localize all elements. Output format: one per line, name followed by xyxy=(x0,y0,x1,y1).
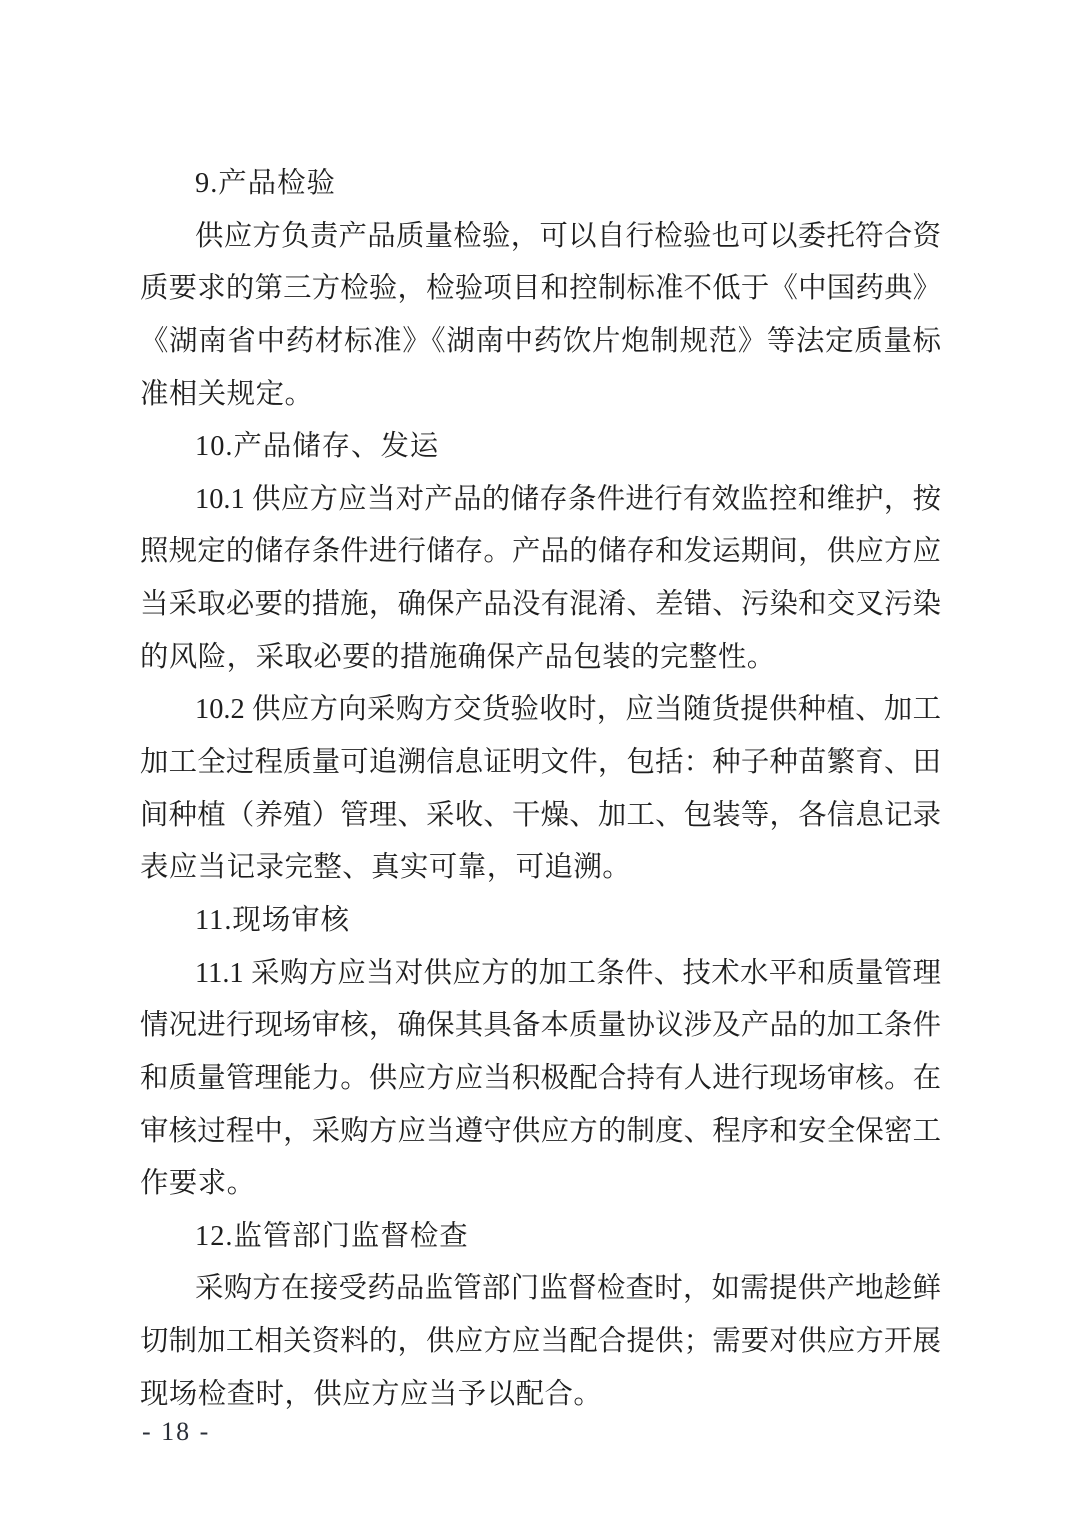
paragraph-line: 和质量管理能力。供应方应当积极配合持有人进行现场审核。在 xyxy=(140,1062,941,1094)
paragraph-line: 11.1 采购方应当对供应方的加工条件、技术水平和质量管理 xyxy=(195,957,941,989)
paragraph-line: 切制加工相关资料的，供应方应当配合提供；需要对供应方开展 xyxy=(140,1326,941,1358)
document-body xyxy=(140,158,941,1421)
section-heading: 12.监管部门监督检查 xyxy=(195,1220,469,1252)
paragraph-line: 审核过程中，采购方应当遵守供应方的制度、程序和安全保密工 xyxy=(140,1115,941,1147)
paragraph-line: 当采取必要的措施，确保产品没有混淆、差错、污染和交叉污染 xyxy=(140,589,941,621)
paragraph-line: 采购方在接受药品监管部门监督检查时，如需提供产地趁鲜 xyxy=(195,1273,941,1305)
paragraph-line: 10.1 供应方应当对产品的储存条件进行有效监控和维护，按 xyxy=(195,483,941,515)
paragraph-line: 10.2 供应方向采购方交货验收时，应当随货提供种植、加工 xyxy=(195,694,941,726)
paragraph-line: 间种植（养殖）管理、采收、干燥、加工、包装等，各信息记录 xyxy=(140,799,941,831)
paragraph-line: 质要求的第三方检验，检验项目和控制标准不低于《中国药典》 xyxy=(140,273,941,305)
section-heading: 11.现场审核 xyxy=(195,904,350,936)
paragraph-line: 供应方负责产品质量检验，可以自行检验也可以委托符合资 xyxy=(195,220,941,252)
paragraph-line: 加工全过程质量可追溯信息证明文件，包括：种子种苗繁育、田 xyxy=(140,747,941,779)
paragraph-line: 表应当记录完整、真实可靠，可追溯。 xyxy=(140,852,632,884)
paragraph-line: 作要求。 xyxy=(140,1168,256,1200)
paragraph-line: 情况进行现场审核，确保其具备本质量协议涉及产品的加工条件 xyxy=(140,1010,941,1042)
paragraph-line: 《湖南省中药材标准》《湖南中药饮片炮制规范》等法定质量标 xyxy=(140,325,941,357)
page-number: - 18 - xyxy=(142,1417,211,1446)
paragraph-line: 照规定的储存条件进行储存。产品的储存和发运期间，供应方应 xyxy=(140,536,941,568)
paragraph-line: 准相关规定。 xyxy=(140,378,314,410)
paragraph-line: 现场检查时，供应方应当予以配合。 xyxy=(140,1378,603,1410)
section-heading: 9.产品检验 xyxy=(195,168,336,199)
section-heading: 10.产品储存、发运 xyxy=(195,431,440,463)
paragraph-line: 的风险，采取必要的措施确保产品包装的完整性。 xyxy=(140,641,776,673)
